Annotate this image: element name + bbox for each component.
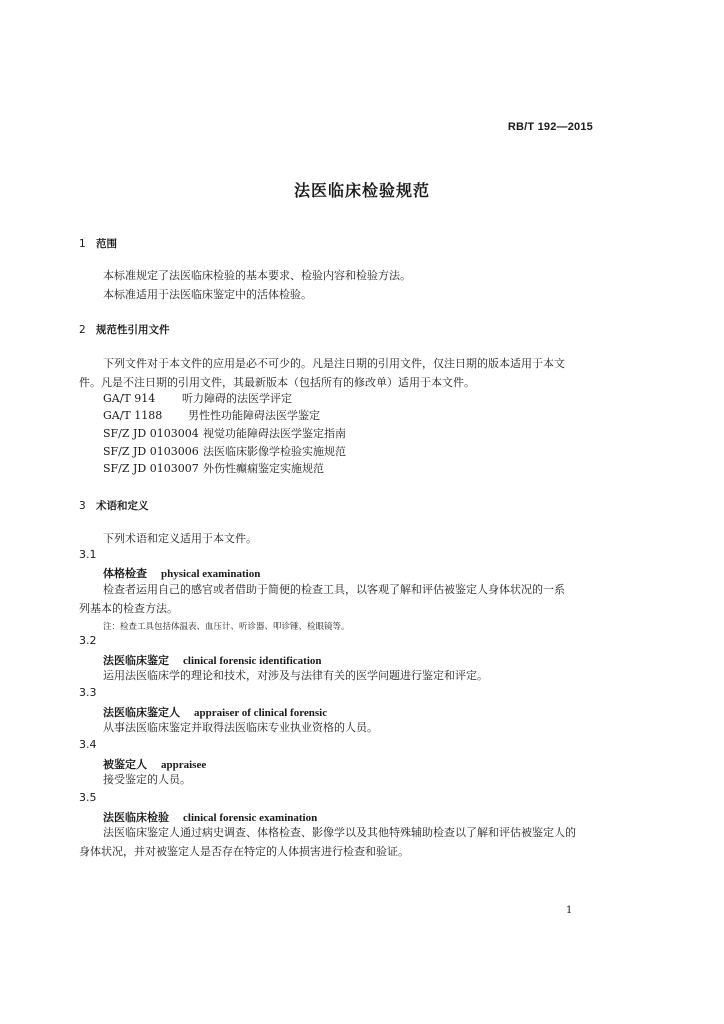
term-zh: 法医临床鉴定: [103, 654, 169, 667]
section-number: 3: [79, 500, 86, 512]
reference-title: 听力障碍的法医学评定: [182, 392, 292, 405]
term-note: 注：检查工具包括体温表、血压计、听诊器、叩诊锤、检眼镜等。: [103, 622, 350, 632]
section-2-heading: [79, 322, 170, 337]
section-title: 术语和定义: [96, 500, 149, 512]
term-number: 3.5: [79, 791, 97, 804]
term-en: clinical forensic examination: [183, 812, 318, 824]
reference-code: SF/Z JD 0103006: [103, 445, 199, 458]
paragraph: 本标准适用于法医临床鉴定中的活体检验。: [103, 288, 312, 301]
term-zh: 体格检查: [103, 567, 147, 580]
paragraph: 下列术语和定义适用于本文件。: [103, 532, 257, 545]
term-en: clinical forensic identification: [183, 655, 322, 667]
reference-item: [103, 406, 320, 425]
term-definition: 法医临床鉴定人通过病史调查、体格检查、影像学以及其他特殊辅助检查以了解和评估被鉴定人的: [103, 826, 576, 839]
term-en: appraiser of clinical forensic: [194, 707, 328, 719]
reference-title: 男性性功能障碍法医学鉴定: [188, 409, 320, 422]
reference-title: 外伤性癫痫鉴定实施规范: [203, 462, 324, 475]
section-1-heading: [79, 236, 117, 251]
term-number: 3.1: [79, 548, 97, 561]
page-number: 1: [566, 905, 573, 916]
reference-item: [103, 459, 324, 478]
reference-title: 法医临床影像学检验实施规范: [203, 445, 346, 458]
term-number: 3.3: [79, 686, 97, 699]
paragraph: 下列文件对于本文件的应用是必不可少的。凡是注日期的引用文件，仅注日期的版本适用于本文: [103, 357, 565, 370]
term-definition: 身体状况，并对被鉴定人是否存在特定的人体损害进行检查和验证。: [79, 845, 409, 858]
term-definition: 接受鉴定的人员。: [103, 773, 191, 786]
term-heading: [103, 565, 260, 581]
term-definition: 列基本的检查方法。: [79, 602, 178, 615]
term-definition: 运用法医临床学的理论和技术，对涉及与法律有关的医学问题进行鉴定和评定。: [103, 669, 488, 682]
term-number: 3.4: [79, 738, 97, 751]
term-definition: 从事法医临床鉴定并取得法医临床专业执业资格的人员。: [103, 721, 378, 734]
term-zh: 被鉴定人: [103, 758, 147, 771]
term-en: appraisee: [161, 759, 207, 771]
reference-code: SF/Z JD 0103007: [103, 462, 199, 475]
section-number: 2: [79, 324, 86, 336]
reference-code: SF/Z JD 0103004: [103, 427, 199, 440]
section-number: 1: [79, 238, 86, 250]
term-en: physical examination: [161, 568, 261, 580]
reference-code: GA/T 1188: [103, 409, 163, 422]
paragraph: 本标准规定了法医临床检验的基本要求、检验内容和检验方法。: [103, 269, 411, 282]
section-3-heading: [79, 498, 149, 513]
paragraph: 件。凡是不注日期的引用文件，其最新版本（包括所有的修改单）适用于本文件。: [79, 376, 475, 389]
term-definition: 检查者运用自己的感官或者借助于简便的检查工具，以客观了解和评估被鉴定人身体状况的一系: [103, 583, 565, 596]
reference-code: GA/T 914: [103, 392, 156, 405]
document-title: 法医临床检验规范: [293, 181, 430, 200]
term-zh: 法医临床鉴定人: [103, 706, 180, 719]
standard-number: RB/T 192—2015: [507, 121, 593, 133]
term-zh: 法医临床检验: [103, 811, 169, 824]
section-title: 规范性引用文件: [96, 324, 170, 336]
reference-item: [103, 424, 346, 443]
reference-title: 视觉功能障碍法医学鉴定指南: [203, 427, 346, 440]
section-title: 范围: [96, 238, 117, 250]
term-number: 3.2: [79, 634, 97, 647]
